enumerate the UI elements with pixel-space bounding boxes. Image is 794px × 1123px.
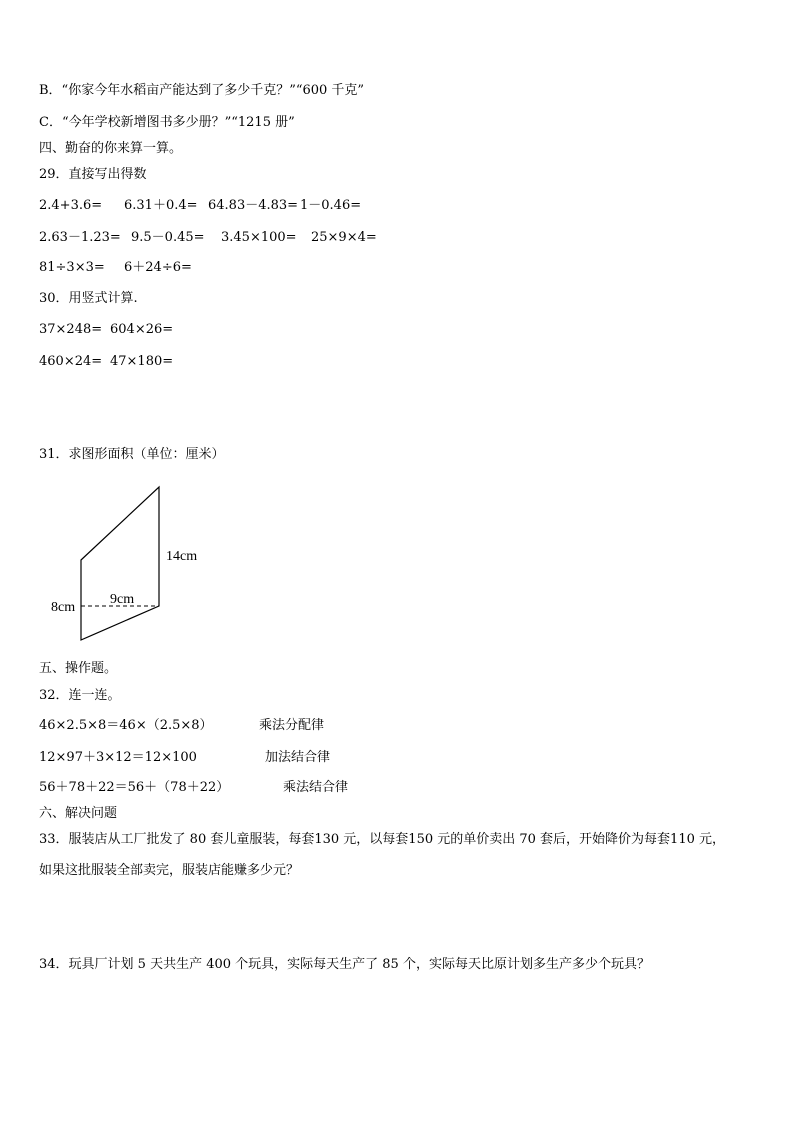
label-9cm: 9cm [110,592,135,607]
q32-right-2: 加法结合律 [265,750,331,765]
section-4-heading: 四、勤奋的你来算一算。 [39,141,183,156]
q32-left-3: 56＋78＋22＝56＋（78＋22） [39,780,230,795]
q30-expr: 37×248= [39,322,103,337]
q29-expr: 81÷3×3= [39,260,105,275]
q29-title: 29．直接写出得数 [39,167,147,182]
q29-expr: 3.45×100= [221,230,297,245]
q33-line-2: 如果这批服装全部卖完，服装店能赚多少元？ [39,863,300,878]
label-14cm: 14cm [166,549,198,564]
label-8cm: 8cm [51,600,76,615]
q29-expr: 1－0.46= [300,198,362,213]
q34-text: 34．玩具厂计划 5 天共生产 400 个玩具，实际每天生产了 85 个，实际每天比原计划多生产多少个玩具？ [39,957,650,972]
q32-left-2: 12×97＋3×12＝12×100 [39,750,197,765]
q29-expr: 2.4+3.6= [39,198,103,213]
option-c: C．“今年学校新增图书多少册？”“1215 册” [39,115,295,130]
q32-right-1: 乘法分配律 [259,718,325,733]
section-6-heading: 六、解决问题 [39,806,118,821]
q32-title: 32．连一连。 [39,688,121,703]
q30-expr: 460×24= [39,354,103,369]
trapezoid-shape [81,487,159,640]
q32-right-3: 乘法结合律 [283,780,349,795]
q29-expr: 9.5－0.45= [131,230,205,245]
section-5-heading: 五、操作题。 [39,661,118,676]
q33-line-1: 33．服装店从工厂批发了 80 套儿童服装，每套130 元，以每套150 元的单价卖出 70 套后，开始降价为每套110 元， [39,832,725,847]
q31-title: 31．求图形面积（单位：厘米） [39,447,225,462]
q30-expr: 47×180= [110,354,174,369]
q29-expr: 6.31＋0.4= [124,198,198,213]
q32-left-1: 46×2.5×8＝46×（2.5×8） [39,718,213,733]
q30-expr: 604×26= [110,322,174,337]
q29-expr: 25×9×4= [311,230,377,245]
q29-expr: 6＋24÷6= [124,260,192,275]
q30-title: 30．用竖式计算. [39,291,138,306]
q29-expr: 2.63－1.23= [39,230,121,245]
option-b: B．“你家今年水稻亩产能达到了多少千克？”“600 千克” [39,83,365,98]
q29-expr: 64.83－4.83= [208,198,299,213]
trapezoid-figure [40,482,240,642]
